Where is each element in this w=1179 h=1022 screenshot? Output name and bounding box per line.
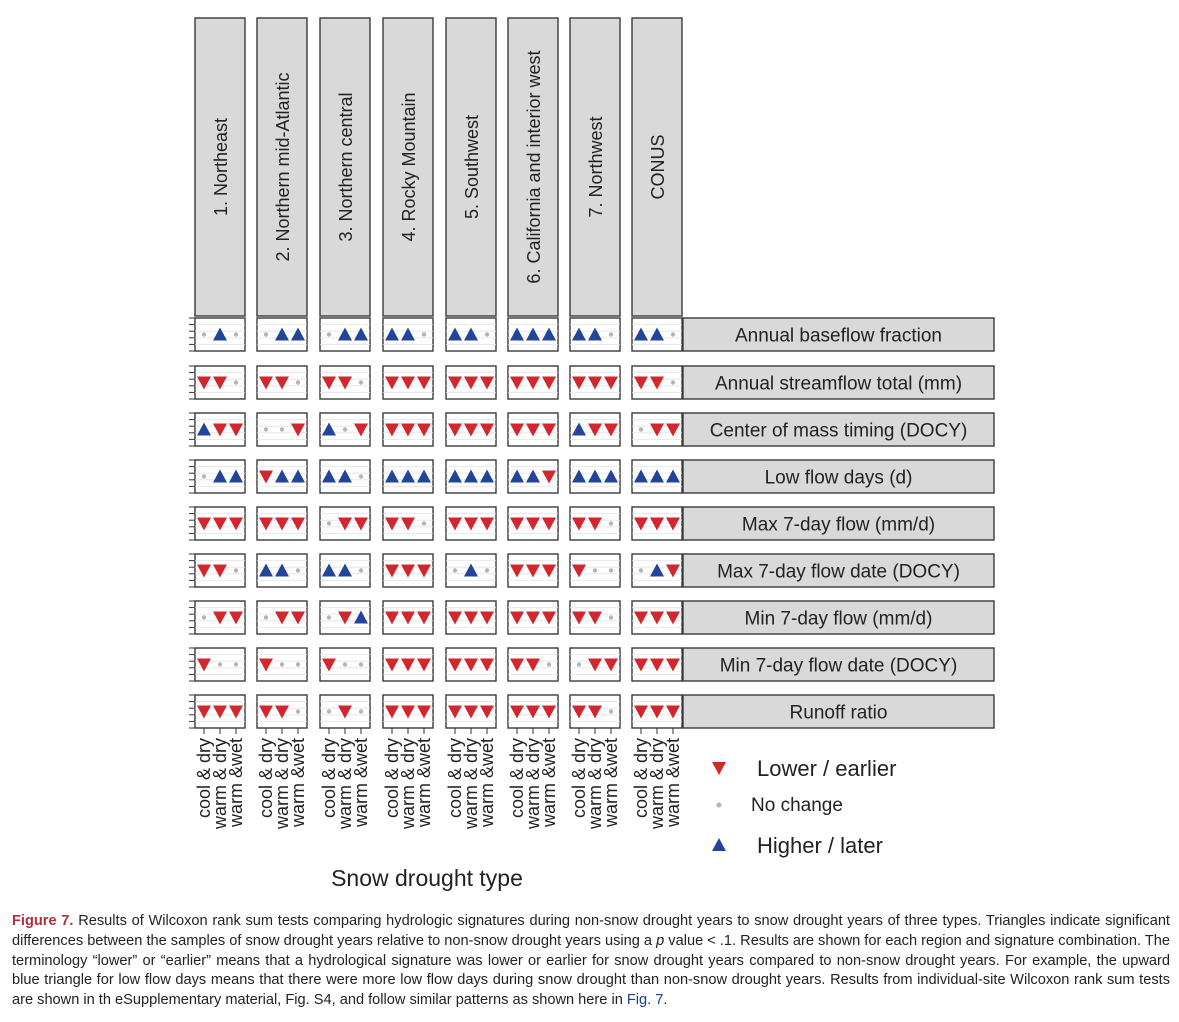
marker-no-change: [202, 615, 206, 619]
marker-no-change: [234, 568, 238, 572]
marker-no-change: [359, 709, 363, 713]
drought-type-label: warm &wet: [663, 738, 683, 828]
drought-type-label: cool & dry: [194, 738, 214, 819]
region-label: 1. Northeast: [211, 117, 231, 217]
marker-no-change: [296, 380, 300, 384]
legend-label: Lower / earlier: [757, 756, 897, 781]
marker-no-change: [639, 568, 643, 572]
marker-no-change: [422, 521, 426, 525]
signature-label: Min 7-day flow date (DOCY): [719, 655, 958, 677]
marker-no-change: [202, 474, 206, 478]
drought-type-label: cool & dry: [382, 738, 402, 819]
drought-type-label: warm &wet: [539, 738, 559, 828]
marker-no-change: [547, 662, 551, 666]
signature-label: Runoff ratio: [789, 702, 888, 724]
legend-higher-marker: [712, 838, 726, 851]
marker-no-change: [485, 332, 489, 336]
drought-type-label: cool & dry: [445, 738, 465, 819]
marker-no-change: [609, 709, 613, 713]
marker-no-change: [359, 474, 363, 478]
region-label: 7. Northwest: [586, 116, 606, 218]
marker-no-change: [296, 662, 300, 666]
marker-no-change: [359, 662, 363, 666]
marker-no-change: [264, 427, 268, 431]
marker-no-change: [234, 332, 238, 336]
region-label: 2. Northern mid-Atlantic: [273, 72, 293, 262]
marker-no-change: [671, 380, 675, 384]
drought-type-label: warm &wet: [414, 738, 434, 828]
caption-p-symbol: p: [656, 932, 665, 949]
legend-lower-marker: [712, 762, 726, 775]
region-label: 6. California and interior west: [524, 50, 544, 284]
marker-no-change: [609, 521, 613, 525]
marker-no-change: [671, 332, 675, 336]
marker-no-change: [609, 568, 613, 572]
marker-no-change: [359, 380, 363, 384]
drought-type-label: cool & dry: [319, 738, 339, 819]
marker-no-change: [343, 662, 347, 666]
marker-no-change: [327, 615, 331, 619]
caption-figure-link[interactable]: Fig. 7: [626, 992, 664, 1009]
region-label: CONUS: [648, 134, 668, 200]
marker-no-change: [343, 427, 347, 431]
signature-label: Low flow days (d): [764, 467, 913, 489]
drought-type-label: warm & dry: [398, 738, 418, 830]
marker-no-change: [422, 332, 426, 336]
drought-type-label: warm & dry: [523, 738, 543, 830]
marker-no-change: [202, 332, 206, 336]
legend-label: No change: [751, 795, 843, 816]
marker-no-change: [296, 568, 300, 572]
caption-text-1: Results of Wilcoxon rank sum tests comparing hydrologic signatures during non-snow drought years to snow drought years of three types. Triangles indicate significant differences between the samples of snow drought years relative to non-snow drought years using a: [12, 913, 1170, 949]
region-label: 5. Southwest: [462, 114, 482, 220]
drought-type-label: warm &wet: [288, 738, 308, 828]
marker-no-change: [234, 662, 238, 666]
marker-no-change: [280, 427, 284, 431]
marker-no-change: [485, 568, 489, 572]
marker-no-change: [327, 332, 331, 336]
drought-type-label: warm & dry: [461, 738, 481, 830]
drought-type-label: cool & dry: [631, 738, 651, 819]
region-label: 3. Northern central: [336, 92, 356, 242]
drought-type-label: cool & dry: [507, 738, 527, 819]
drought-type-label: warm & dry: [647, 738, 667, 830]
signature-label: Center of mass timing (DOCY): [709, 420, 968, 442]
marker-no-change: [327, 709, 331, 713]
legend-no-change-marker: [717, 803, 722, 808]
signature-label: Annual streamflow total (mm): [714, 373, 963, 395]
signature-label: Annual baseflow fraction: [734, 325, 943, 347]
marker-no-change: [593, 568, 597, 572]
drought-type-label: warm & dry: [210, 738, 230, 830]
caption-label: Figure 7.: [12, 913, 74, 929]
marker-no-change: [264, 332, 268, 336]
marker-no-change: [453, 568, 457, 572]
marker-no-change: [577, 662, 581, 666]
drought-type-label: cool & dry: [569, 738, 589, 819]
marker-no-change: [609, 332, 613, 336]
caption-text-3: .: [663, 992, 668, 1009]
marker-no-change: [359, 568, 363, 572]
marker-no-change: [280, 662, 284, 666]
marker-no-change: [296, 709, 300, 713]
x-axis-title: Snow drought type: [331, 865, 523, 891]
signature-label: Max 7-day flow (mm/d): [741, 514, 936, 536]
drought-type-label: warm &wet: [351, 738, 371, 828]
legend-label: Higher / later: [757, 833, 883, 858]
drought-type-label: cool & dry: [256, 738, 276, 819]
marker-no-change: [234, 380, 238, 384]
marker-no-change: [639, 427, 643, 431]
signature-label: Max 7-day flow date (DOCY): [717, 561, 960, 583]
marker-no-change: [327, 521, 331, 525]
marker-no-change: [218, 662, 222, 666]
figure-caption: [12, 912, 1170, 1011]
signature-label: Min 7-day flow (mm/d): [744, 608, 933, 630]
drought-type-label: warm &wet: [226, 738, 246, 828]
drought-type-label: warm &wet: [477, 738, 497, 828]
marker-no-change: [609, 615, 613, 619]
drought-type-label: warm &wet: [601, 738, 621, 828]
drought-type-label: warm & dry: [585, 738, 605, 830]
drought-type-label: warm & dry: [335, 738, 355, 830]
caption-text-2: value < .1. Results are shown for each region and signature combination. The terminology “lower” or “earlier” means that a hydrological signature was lower or earlier for snow drought years compared to non-snow drought years. For example, the upward blue triangle for low flow days means that there were more low flow days during snow drought than non-snow drought years. Results from individual-site Wilcoxon rank sum tests are shown in th eSupplementary material, Fig. S4, and follow similar patterns as shown here in: [12, 932, 1170, 1009]
drought-type-label: warm & dry: [272, 738, 292, 830]
region-label: 4. Rocky Mountain: [399, 92, 419, 242]
marker-no-change: [264, 615, 268, 619]
